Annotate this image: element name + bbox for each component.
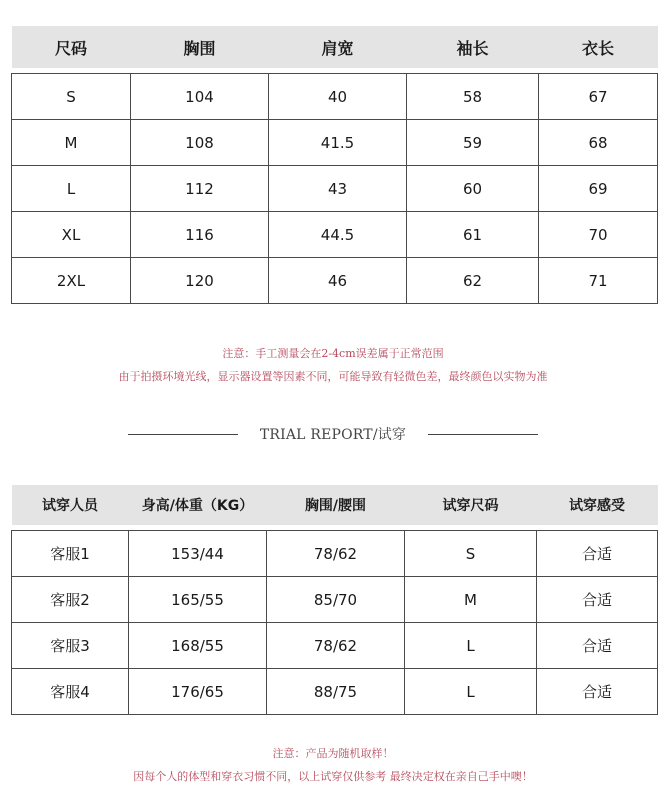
table-cell: 2XL — [12, 258, 131, 304]
size-table-header-row — [12, 26, 658, 68]
table-cell: 客服1 — [12, 531, 129, 577]
table-cell: 104 — [131, 74, 269, 120]
table-cell: 153/44 — [129, 531, 267, 577]
table-cell: 70 — [539, 212, 658, 258]
trial-header-cell: 试穿感受 — [537, 485, 658, 525]
table-cell: XL — [12, 212, 131, 258]
size-chart-table — [11, 26, 658, 304]
size-header-cell: 衣长 — [539, 26, 658, 68]
size-header-cell: 尺码 — [12, 26, 131, 68]
table-cell: 44.5 — [269, 212, 407, 258]
table-row — [12, 212, 658, 258]
size-header-cell: 肩宽 — [269, 26, 407, 68]
random-sample-note: 注意：产品为随机取样！ — [272, 747, 394, 760]
table-cell: L — [405, 623, 537, 669]
table-cell: 合适 — [537, 669, 658, 715]
table-cell: 41.5 — [269, 120, 407, 166]
trial-report-title: TRIAL REPORT/试穿 — [259, 427, 407, 443]
table-cell: L — [12, 166, 131, 212]
table-cell: 68 — [539, 120, 658, 166]
table-cell: S — [12, 74, 131, 120]
table-cell: 客服3 — [12, 623, 129, 669]
table-cell: 165/55 — [129, 577, 267, 623]
table-cell: 58 — [407, 74, 539, 120]
table-cell: M — [12, 120, 131, 166]
table-row — [12, 623, 658, 669]
table-cell: 108 — [131, 120, 269, 166]
color-difference-note: 由于拍摄环境光线，显示器设置等因素不同，可能导致有轻微色差，最终颜色以实物为准 — [118, 370, 548, 383]
table-cell: 168/55 — [129, 623, 267, 669]
table-cell: M — [405, 577, 537, 623]
divider-line-right — [428, 434, 538, 435]
table-cell: 客服4 — [12, 669, 129, 715]
table-cell: 78/62 — [267, 623, 405, 669]
size-header-cell: 胸围 — [131, 26, 269, 68]
table-row — [12, 74, 658, 120]
trial-report-table — [11, 485, 658, 715]
table-cell: 合适 — [537, 577, 658, 623]
table-cell: 60 — [407, 166, 539, 212]
divider-line-left — [128, 434, 238, 435]
table-cell: 合适 — [537, 531, 658, 577]
trial-header-cell: 试穿尺码 — [405, 485, 537, 525]
table-cell: 46 — [269, 258, 407, 304]
trial-table-header-row — [12, 485, 658, 525]
table-cell: 116 — [131, 212, 269, 258]
trial-reference-note: 因每个人的体型和穿衣习惯不同，以上试穿仅供参考 最终决定权在亲自己手中噢！ — [133, 770, 533, 783]
table-row — [12, 577, 658, 623]
table-cell: 71 — [539, 258, 658, 304]
table-cell: 43 — [269, 166, 407, 212]
trial-header-cell: 试穿人员 — [12, 485, 129, 525]
table-row — [12, 258, 658, 304]
table-cell: 78/62 — [267, 531, 405, 577]
table-cell: S — [405, 531, 537, 577]
table-cell: 合适 — [537, 623, 658, 669]
table-row — [12, 669, 658, 715]
measurement-note: 注意：手工测量会在2-4cm误差属于正常范围 — [222, 347, 444, 360]
table-cell: 120 — [131, 258, 269, 304]
table-cell: 88/75 — [267, 669, 405, 715]
table-cell: 40 — [269, 74, 407, 120]
table-cell: 62 — [407, 258, 539, 304]
table-cell: 67 — [539, 74, 658, 120]
table-cell: 59 — [407, 120, 539, 166]
table-cell: 69 — [539, 166, 658, 212]
trial-header-cell: 身高/体重（KG） — [129, 485, 267, 525]
table-cell: 61 — [407, 212, 539, 258]
trial-header-cell: 胸围/腰围 — [267, 485, 405, 525]
table-row — [12, 531, 658, 577]
table-row — [12, 120, 658, 166]
table-cell: 176/65 — [129, 669, 267, 715]
trial-report-divider — [0, 424, 666, 444]
table-cell: 85/70 — [267, 577, 405, 623]
table-row — [12, 166, 658, 212]
table-cell: 客服2 — [12, 577, 129, 623]
size-header-cell: 袖长 — [407, 26, 539, 68]
table-cell: L — [405, 669, 537, 715]
table-cell: 112 — [131, 166, 269, 212]
